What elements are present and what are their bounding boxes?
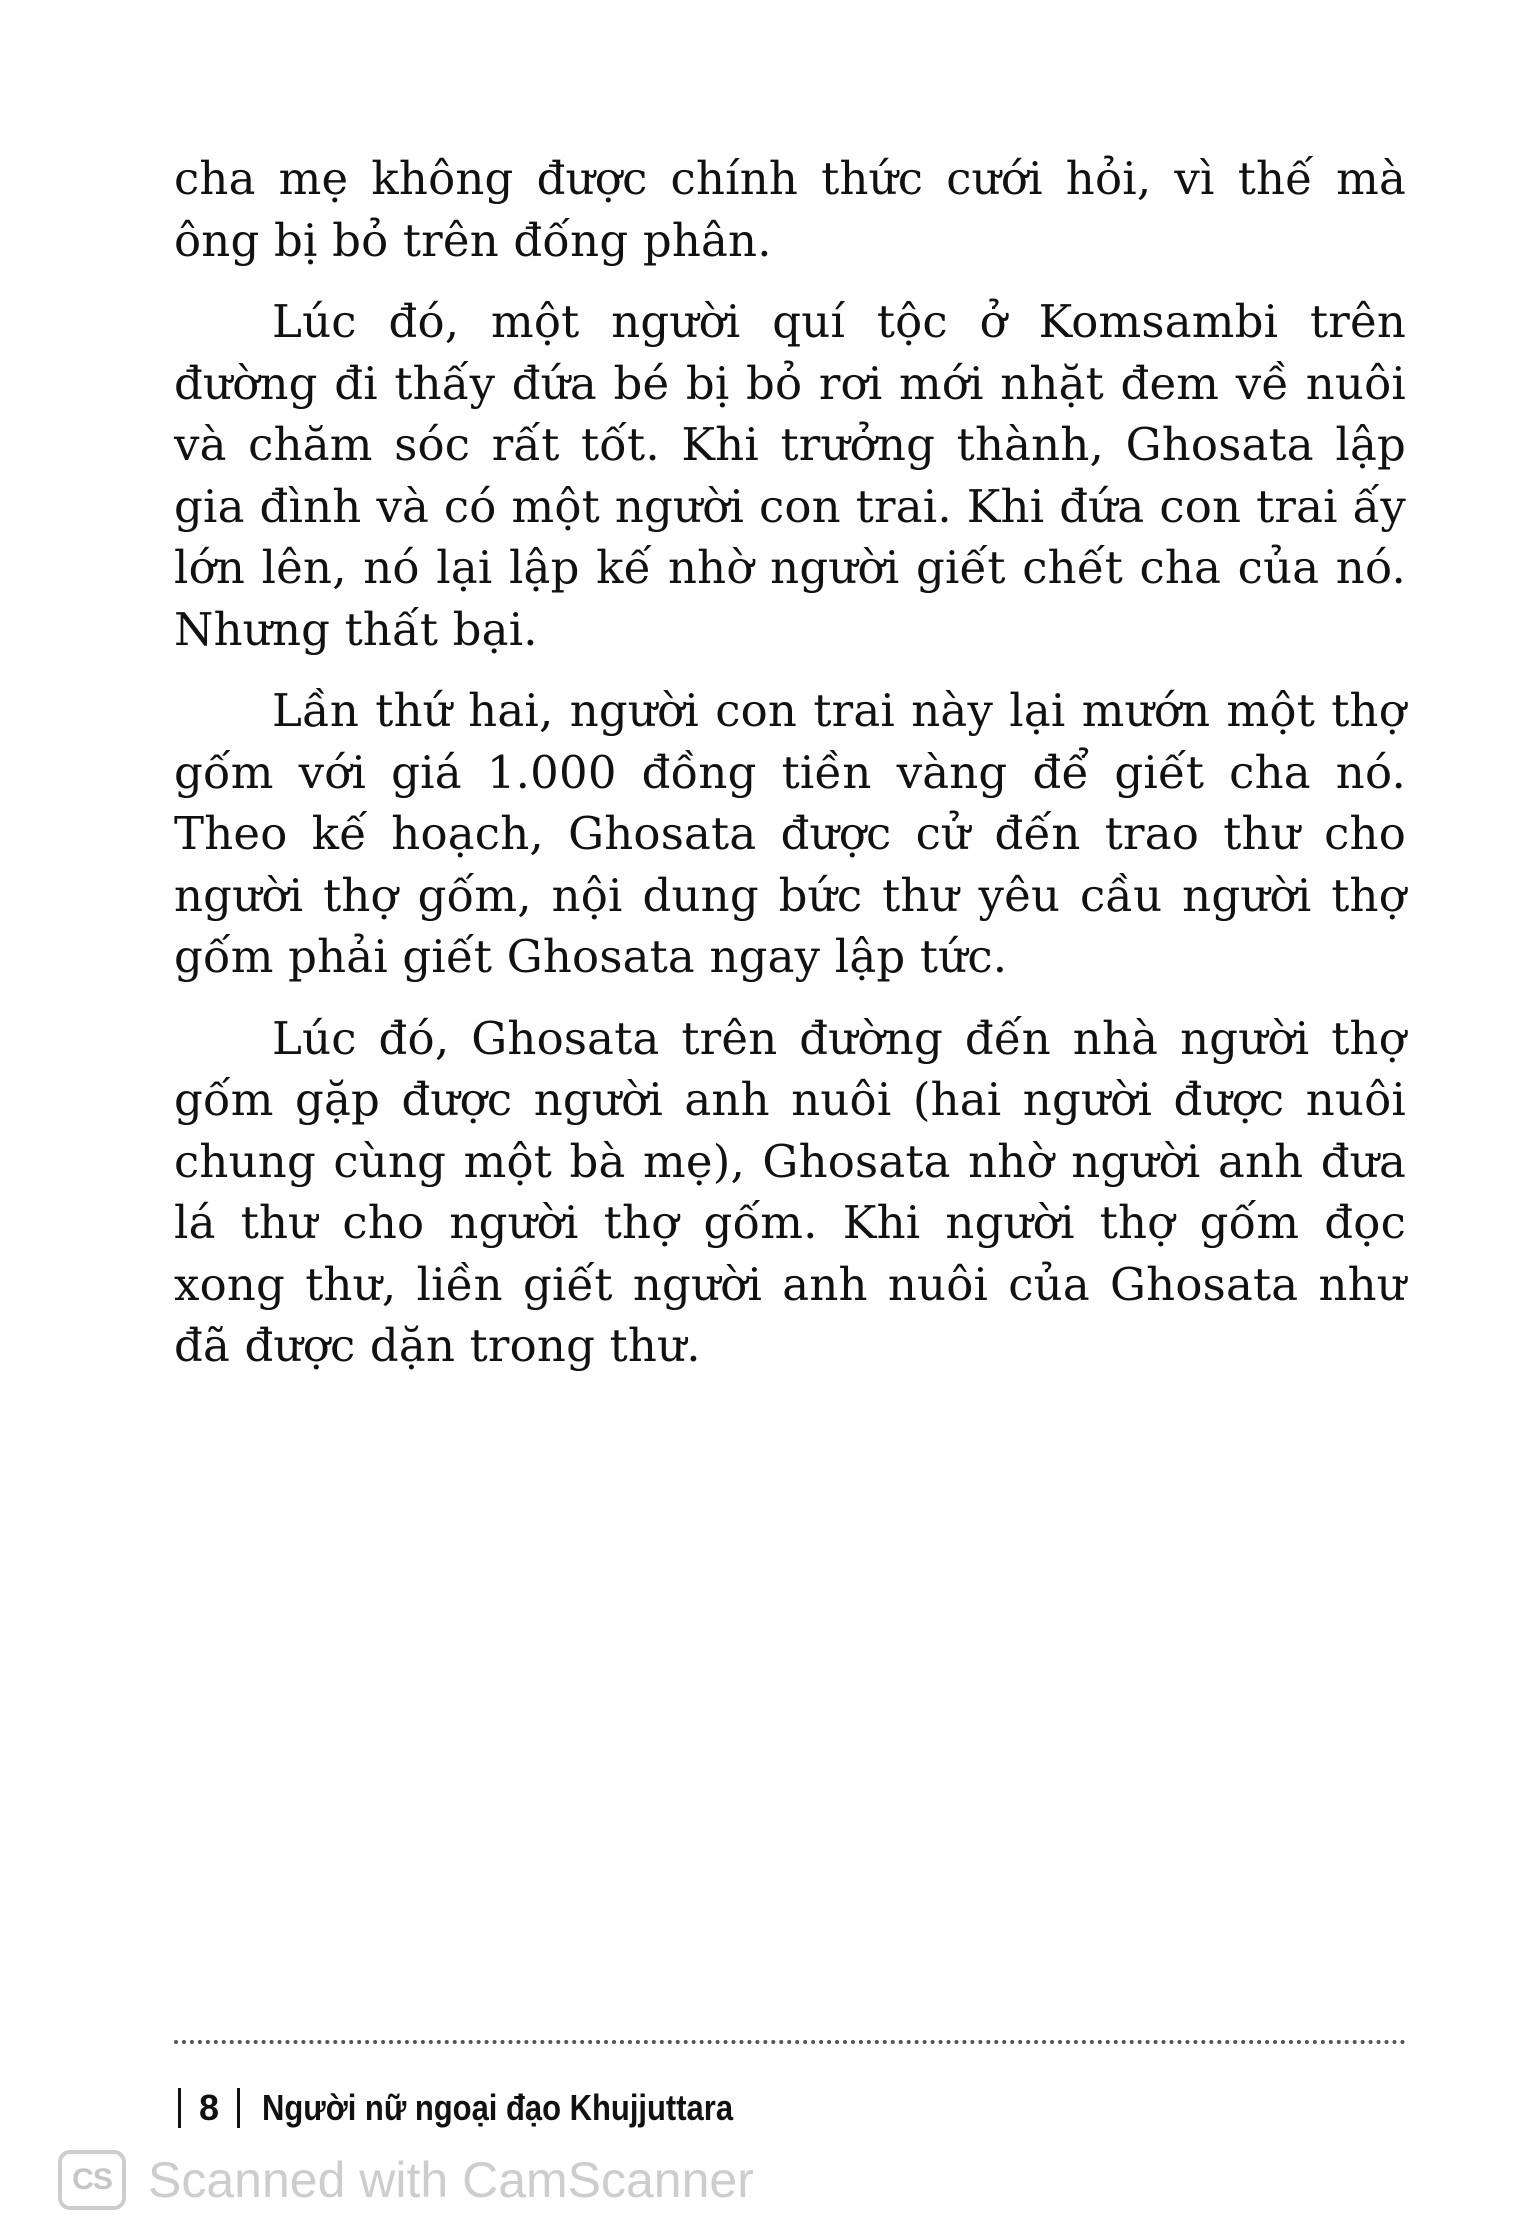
- footer-divider: [174, 2040, 1406, 2044]
- footer-bar-right: [237, 2088, 240, 2128]
- paragraph-4: Lúc đó, Ghosata trên đường đến nhà người thợ gốm gặp được người anh nuôi (hai người được nuôi chung cùng một bà mẹ), Ghosata nhờ người anh đưa lá thư cho người thợ gốm. Khi người thợ gốm đọc xong thư, liền giết người anh nuôi của Ghosata như đã được dặn trong thư.: [174, 1011, 1406, 1372]
- page-footer: [178, 2080, 810, 2136]
- paragraph-2: Lúc đó, một người quí tộc ở Komsambi trên đường đi thấy đứa bé bị bỏ rơi mới nhặt đem về nuôi và chăm sóc rất tốt. Khi trưởng thành, Ghosata lập gia đình và có một người con trai. Khi đứa con trai ấy lớn lên, nó lại lập kế nhờ người giết chết cha của nó. Nhưng thất bại.: [174, 295, 1406, 656]
- watermark-text: Scanned with CamScanner: [148, 2152, 754, 2208]
- camscanner-logo-icon: CS: [58, 2150, 126, 2210]
- paragraph-1: cha mẹ không được chính thức cưới hỏi, vì thế mà ông bị bỏ trên đống phân.: [174, 152, 1406, 267]
- body-text: [174, 148, 1406, 1397]
- camscanner-watermark: [58, 2150, 754, 2210]
- paragraph-3: Lần thứ hai, người con trai này lại mướn một thợ gốm với giá 1.000 đồng tiền vàng để giết cha nó. Theo kế hoạch, Ghosata được cử đến trao thư cho người thợ gốm, nội dung bức thư yêu cầu người thợ gốm phải giết Ghosata ngay lập tức.: [174, 684, 1406, 983]
- book-title: Người nữ ngoại đạo Khujjuttara: [262, 2087, 734, 2128]
- footer-bar-left: [178, 2088, 181, 2128]
- page-number: 8: [199, 2087, 220, 2128]
